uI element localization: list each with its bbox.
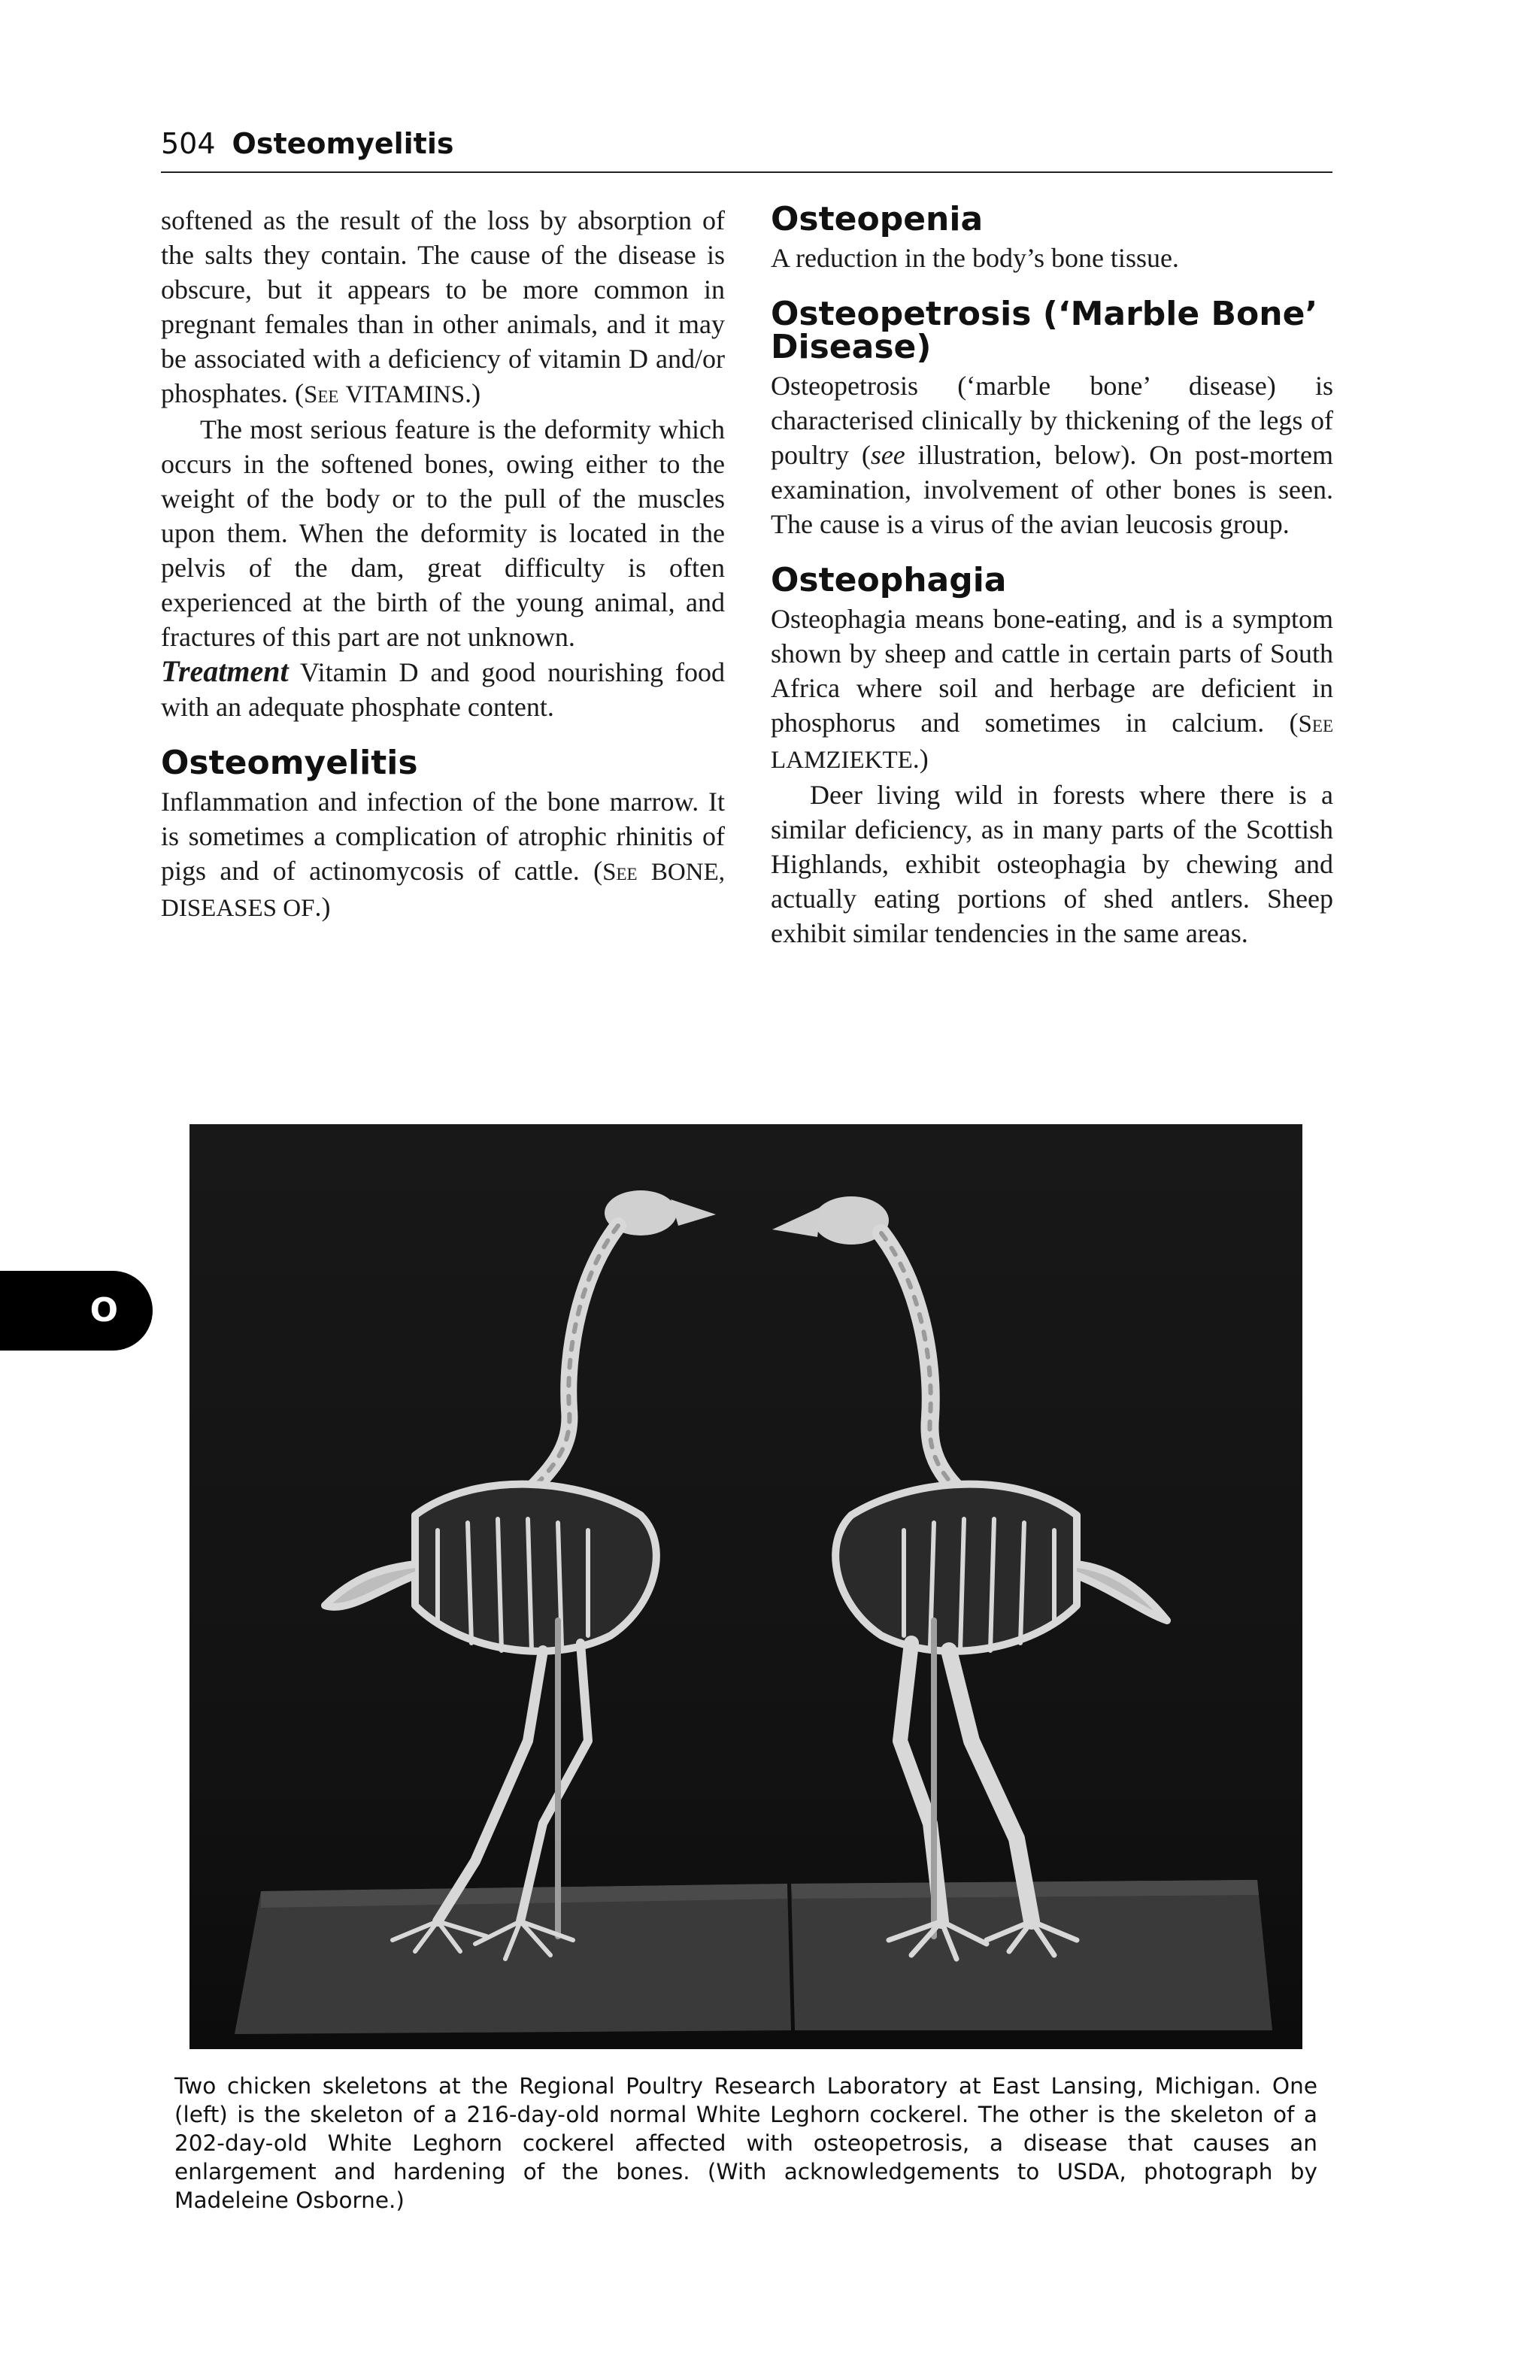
paragraph-osteophagia: Osteophagia means bone-eating, and is a symptom shown by sheep and cattle in certain parts of South Africa where soil and herbage are deficient in phosphorus and sometimes in calcium. (See LAMZIEKTE.) — [771, 604, 1333, 774]
heading-osteopenia: Osteopenia — [771, 200, 984, 238]
right-column — [771, 200, 1333, 950]
paragraph-deer: Deer living wild in forests where there is a similar deficiency, as in many parts of the Scottish Highlands, exhibit osteophagia by chewing and actually eating portions of shed antlers. Sheep exhibit similar tendencies in the same areas. — [771, 780, 1333, 948]
heading-osteophagia: Osteophagia — [771, 561, 1007, 599]
running-title: Osteomyelitis — [232, 127, 454, 160]
left-column — [161, 203, 725, 926]
paragraph-softened: softened as the result of the loss by absorption of the salts they contain. The cause of the disease is obscure, but it appears to be more common in pregnant females than in other animals, and it may be associated with a deficiency of vitamin D and/or phosphates. (See VITAMINS.) — [161, 205, 725, 408]
heading-osteopetrosis: Osteopetrosis (‘Marble Bone’ Disease) — [771, 295, 1318, 366]
treatment-label: Treatment — [161, 654, 289, 688]
chicken-skeletons-photo — [189, 1124, 1302, 2049]
skeleton-illustration — [189, 1124, 1302, 2049]
cross-reference-bone-diseases[interactable]: BONE, DISEASES OF — [161, 859, 726, 922]
page-number: 504 — [161, 127, 216, 160]
heading-osteomyelitis: Osteomyelitis — [161, 744, 418, 782]
section-thumb-tab: O — [0, 1271, 153, 1351]
paragraph-osteomyelitis: Inflammation and infection of the bone marrow. It is sometimes a complication of atrophic rhinitis of pigs and of actinomycosis of cattle. (See BONE, DISEASES OF.) — [161, 787, 726, 922]
paragraph-osteopetrosis: Osteopetrosis (‘marble bone’ disease) is characterised clinically by thickening of the legs of poultry (see illustration, below). On post-mortem examination, involvement of other bones is seen. The cause is a virus of the avian leucosis group. — [771, 371, 1333, 539]
figure-caption: Two chicken skeletons at the Regional Poultry Research Laboratory at East Lansing, Michigan. One (left) is the skeleton of a 216-day-old normal White Leghorn cockerel. The other is the skeleton of a 202-day-old White Leghorn cockerel affected with osteopetrosis, a disease that causes an enlargement and hardening of the bones. (With acknowledgements to USDA, photograph by Madeleine Osborne.) — [174, 2073, 1317, 2213]
paragraph-osteopenia: A reduction in the body’s bone tissue. — [771, 243, 1179, 273]
running-head — [161, 126, 1332, 173]
left-body — [161, 203, 725, 724]
cross-reference-vitamins[interactable]: VITAMINS — [345, 381, 465, 408]
paragraph-deformity: The most serious feature is the deformity which occurs in the softened bones, owing either to the weight of the body or to the pull of the muscles upon them. When the deformity is located in the pelvis of the dam, great difficulty is often experienced at the birth of the young animal, and fractures of this part are not unknown. — [161, 414, 725, 652]
cross-reference-lamziekte[interactable]: LAMZIEKTE — [771, 747, 913, 774]
treatment-paragraph: Treatment Vitamin D and good nourishing food with an adequate phosphate content. — [161, 654, 725, 722]
